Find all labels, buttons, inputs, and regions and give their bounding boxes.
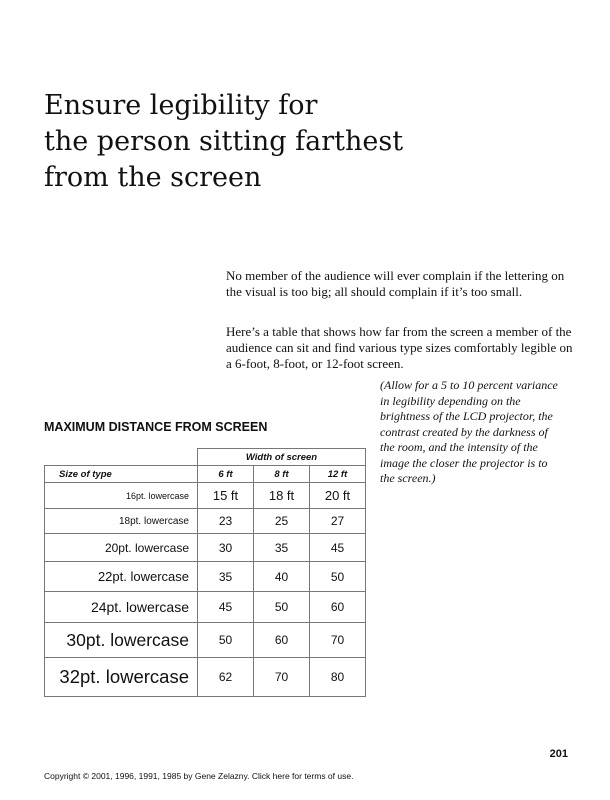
table-row	[45, 562, 366, 592]
cell-value: 70	[254, 658, 310, 697]
cell-value: 45	[198, 592, 254, 623]
cell-value: 15 ft	[198, 483, 254, 509]
table-row	[45, 623, 366, 658]
cell-value: 20 ft	[310, 483, 366, 509]
cell-value: 35	[198, 562, 254, 592]
cell-value: 80	[310, 658, 366, 697]
table-row	[45, 483, 366, 509]
cell-value: 25	[254, 509, 310, 534]
variance-note: (Allow for a 5 to 10 percent variance in legibility depending on the brightness of the LCD projector, the contrast created by the darkness of the room, and the intensity of the image the closer the projector is to the screen.)	[380, 378, 558, 485]
table-row	[45, 658, 366, 697]
row-label: 24pt. lowercase	[45, 592, 198, 623]
distance-table	[44, 448, 366, 697]
title-line: Ensure legibility for	[44, 90, 318, 121]
table-title: MAXIMUM DISTANCE FROM SCREEN	[44, 420, 268, 434]
cell-value: 60	[254, 623, 310, 658]
row-label: 22pt. lowercase	[45, 562, 198, 592]
group-header-width-of-screen: Width of screen	[198, 449, 366, 466]
row-label: 18pt. lowercase	[45, 509, 198, 534]
cell-value: 35	[254, 534, 310, 562]
cell-value: 60	[310, 592, 366, 623]
cell-value: 62	[198, 658, 254, 697]
cell-value: 30	[198, 534, 254, 562]
table-group-header-row	[45, 449, 366, 466]
cell-value: 27	[310, 509, 366, 534]
table-corner-blank	[45, 449, 198, 466]
header-size-of-type: Size of type	[45, 466, 198, 483]
header-col-12ft: 12 ft	[310, 466, 366, 483]
table-row	[45, 592, 366, 623]
intro-paragraph: No member of the audience will ever complain if the lettering on the visual is too big; all should complain if it’s too small.	[226, 268, 565, 299]
table-description-paragraph: Here’s a table that shows how far from the screen a member of the audience can sit and find various type sizes comfortably legible on a 6-foot, 8-foot, or 12-foot screen.	[226, 324, 573, 371]
cell-value: 50	[198, 623, 254, 658]
table-row	[45, 509, 366, 534]
header-col-6ft: 6 ft	[198, 466, 254, 483]
table-header-row	[45, 466, 366, 483]
cell-value: 18 ft	[254, 483, 310, 509]
header-col-8ft: 8 ft	[254, 466, 310, 483]
row-label: 30pt. lowercase	[45, 623, 198, 658]
copyright-link[interactable]: Copyright © 2001, 1996, 1991, 1985 by Gene Zelazny. Click here for terms of use.	[44, 771, 354, 781]
page-title	[44, 88, 403, 196]
title-line: from the screen	[44, 162, 262, 193]
cell-value: 50	[310, 562, 366, 592]
cell-value: 70	[310, 623, 366, 658]
cell-value: 23	[198, 509, 254, 534]
cell-value: 40	[254, 562, 310, 592]
cell-value: 50	[254, 592, 310, 623]
row-label: 32pt. lowercase	[45, 658, 198, 697]
table-row	[45, 534, 366, 562]
page-number: 201	[549, 748, 568, 760]
row-label: 16pt. lowercase	[45, 483, 198, 509]
cell-value: 45	[310, 534, 366, 562]
row-label: 20pt. lowercase	[45, 534, 198, 562]
title-line: the person sitting farthest	[44, 126, 404, 157]
